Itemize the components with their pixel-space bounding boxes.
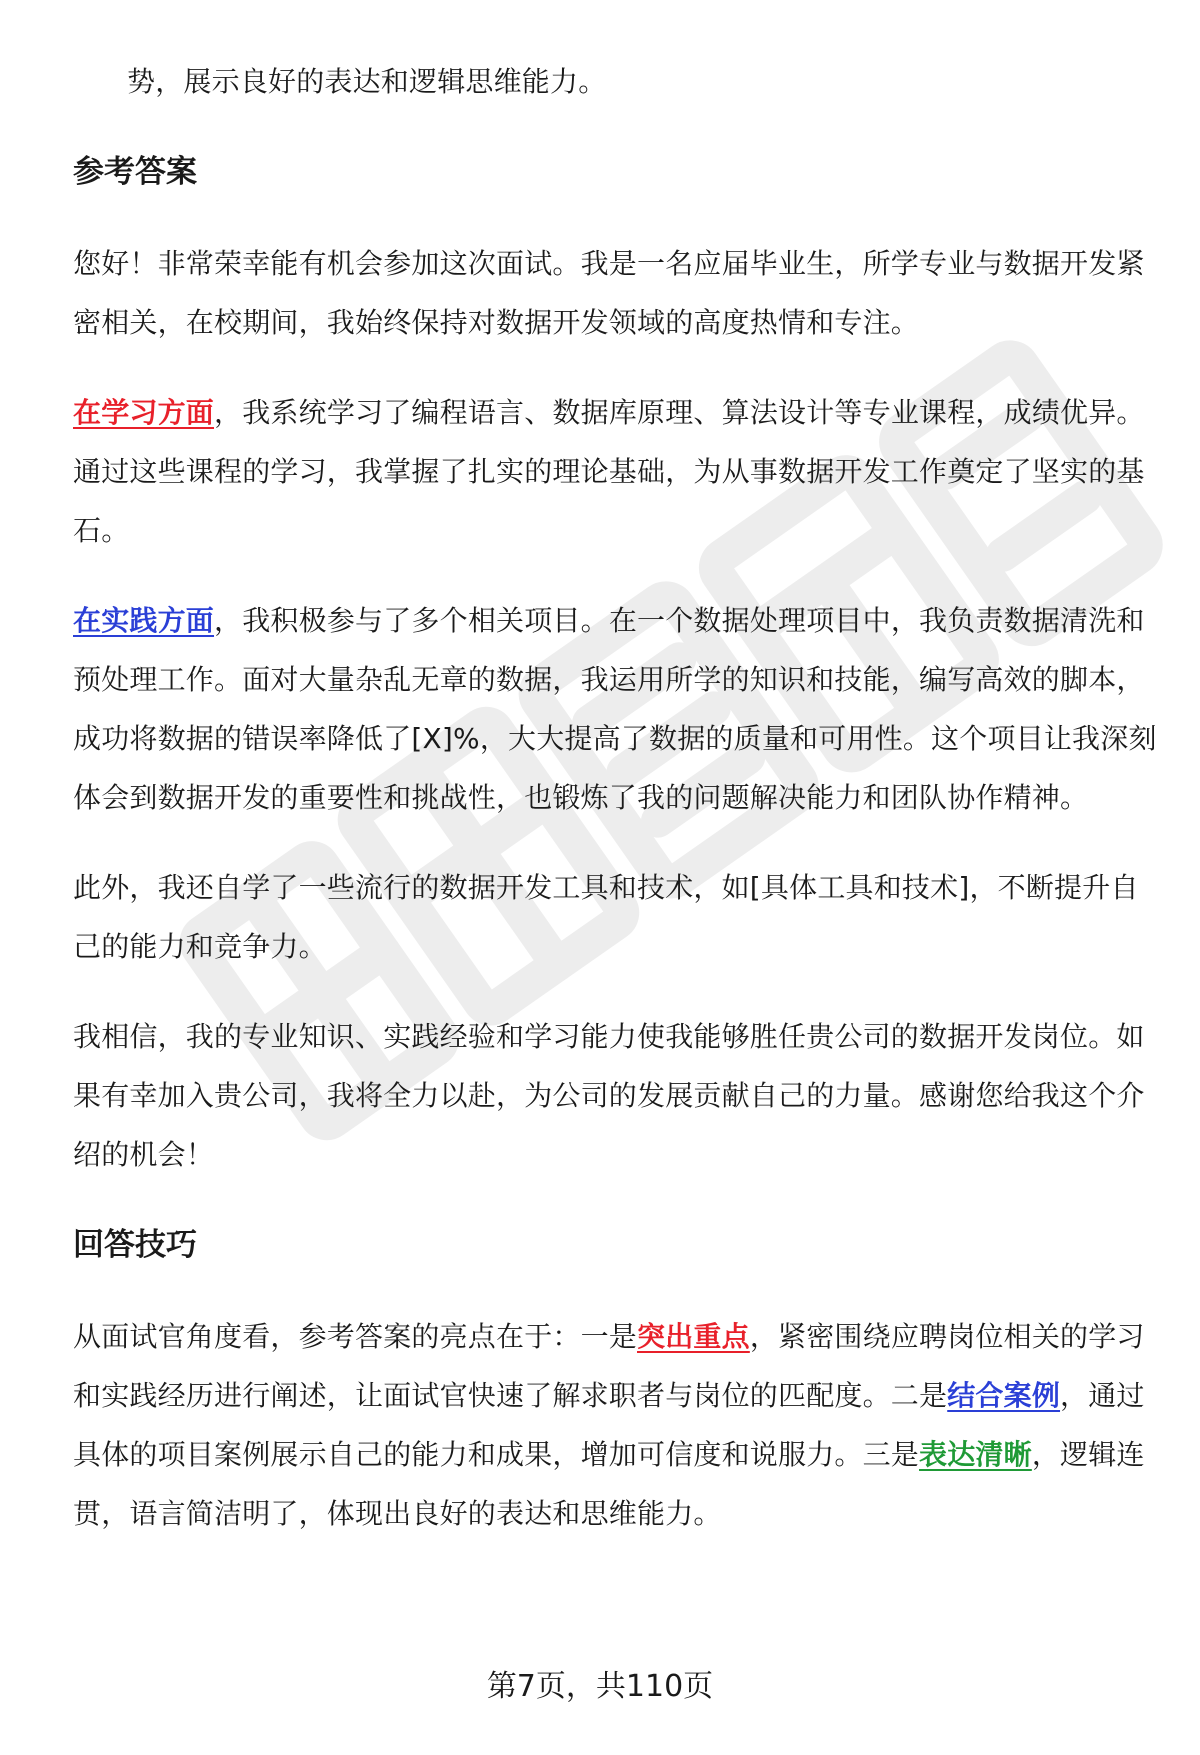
tips-text-4: ，逻辑连贯，语言简洁明了，体现出良好的表达和思维能力。 (73, 1438, 1145, 1530)
tips-paragraph (73, 1307, 1158, 1543)
practice-text: ，我积极参与了多个相关项目。在一个数据处理项目中，我负责数据清洗和预处理工作。面对大量杂乱无章的数据，我运用所学的知识和技能，编写高效的脚本，成功将数据的错误率降低了[X]%，大大提高了数据的质量和可用性。这个项目让我深刻体会到数据开发的重要性和挑战性，也锻炼了我的问题解决能力和团队协作精神。 (73, 604, 1157, 814)
tips-heading: 回答技巧 (73, 1227, 197, 1263)
answer-paragraph-5: 我相信，我的专业知识、实践经验和学习能力使我能够胜任贵公司的数据开发岗位。如果有幸加入贵公司，我将全力以赴，为公司的发展贡献自己的力量。感谢您给我这个介绍的机会！ (73, 1020, 1145, 1171)
document-body (73, 52, 1158, 1543)
tips-text-3: ，通过具体的项目案例展示自己的能力和成果，增加可信度和说服力。三是 (73, 1379, 1145, 1471)
tips-keyword-case: 结合案例 (947, 1379, 1061, 1412)
page-number-footer: 第7页，共110页 (486, 1669, 714, 1704)
answer-paragraph-3 (73, 591, 1158, 827)
answer-heading: 参考答案 (73, 154, 197, 190)
answer-paragraph-4: 此外，我还自学了一些流行的数据开发工具和技术，如[具体工具和技术]，不断提升自己的能力和竞争力。 (73, 871, 1139, 963)
intro-tail-text: 势，展示良好的表达和逻辑思维能力。 (127, 65, 607, 98)
tips-text-2: ，紧密围绕应聘岗位相关的学习和实践经历进行阐述，让面试官快速了解求职者与岗位的匹配度。二是 (73, 1320, 1145, 1412)
study-highlight: 在学习方面 (73, 396, 215, 429)
answer-paragraph-1: 您好！非常荣幸能有机会参加这次面试。我是一名应届毕业生，所学专业与数据开发紧密相关，在校期间，我始终保持对数据开发领域的高度热情和专注。 (73, 247, 1145, 339)
tips-keyword-clarity: 表达清晰 (919, 1438, 1032, 1471)
study-text: ，我系统学习了编程语言、数据库原理、算法设计等专业课程，成绩优异。通过这些课程的学习，我掌握了扎实的理论基础，为从事数据开发工作奠定了坚实的基石。 (73, 396, 1145, 547)
tips-keyword-focus: 突出重点 (637, 1320, 750, 1353)
answer-paragraph-2 (73, 383, 1158, 560)
tips-text-1: 从面试官角度看，参考答案的亮点在于：一是 (73, 1320, 638, 1353)
practice-highlight: 在实践方面 (73, 604, 215, 637)
